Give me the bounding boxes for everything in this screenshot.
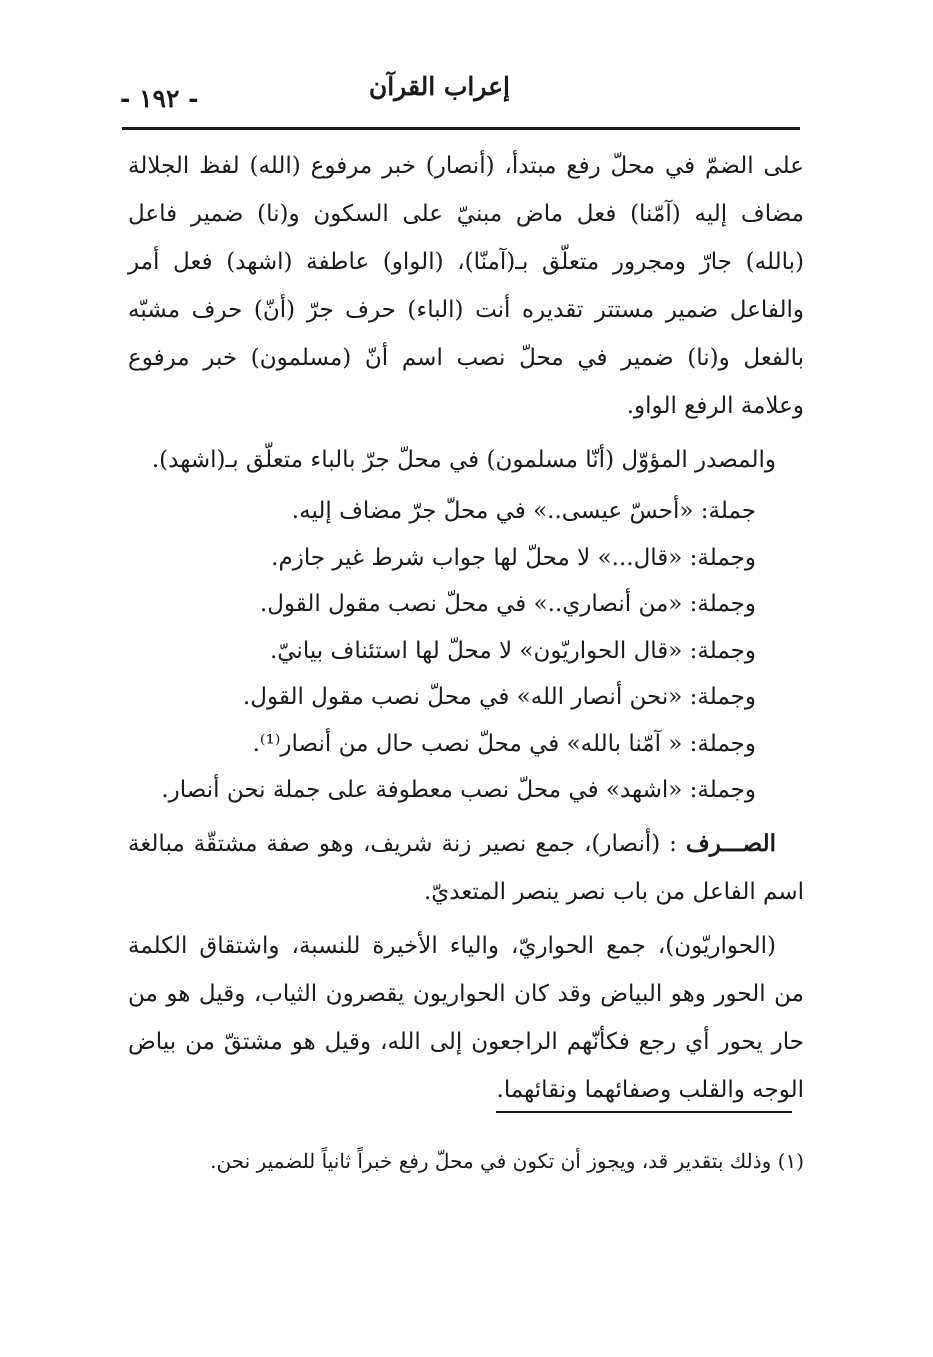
paragraph-sarf (128, 820, 804, 916)
list-item: وجملة: «نحن أنصار الله» في محلّ نصب مقول القول. (242, 684, 756, 710)
page-number: - ١٩٢ - (120, 84, 199, 113)
paragraph-irab: على الضمّ في محلّ رفع مبتدأ، (أنصار) خبر مرفوع (الله) لفظ الجلالة مضاف إليه (آمّنا) فعل ماض مبنيّ على السكون و(نا) ضمير فاعل (بالله) جارّ ومجرور متعلّق بـ(آمنّا)، (الواو) عاطفة (اشهد) فعل أمر والفاعل ضمير مستتر تقديره أنت (الباء) حرف جرّ (أنّ) حرف مشبّه بالفعل و(نا) ضمير في محلّ نصب اسم أنّ (مسلمون) خبر مرفوع وعلامة الرفع الواو. (128, 153, 804, 419)
footnote-divider (496, 1111, 792, 1113)
list-item: وجملة: «قال الحواريّون» لا محلّ لها استئناف بيانيّ. (269, 637, 756, 664)
sarf-label: الصـــرف (685, 829, 777, 857)
list-item: وجملة: «قال...» لا محلّ لها جواب شرط غير جازم. (271, 544, 756, 571)
list-item: وجملة: « آمّنا بالله» في محلّ نصب حال من أنصار⁽¹⁾. (252, 730, 756, 757)
page-title: إعراب القرآن (368, 72, 510, 101)
list-item: جملة: «أحسّ عيسى..» في محلّ جرّ مضاف إليه. (291, 498, 756, 524)
header-divider (122, 127, 800, 130)
sarf-text: : (أنصار)، جمع نصير زنة شريف، وهو صفة مشتقّة مبالغة اسم الفاعل من باب نصر ينصر المتعديّ. (128, 830, 804, 905)
footnote: (١) وذلك بتقدير قد، ويجوز أن تكون في محلّ رفع خبراً ثانياً للضمير نحن. (210, 1149, 804, 1173)
sentence-list (128, 488, 756, 814)
list-item: وجملة: «اشهد» في محلّ نصب معطوفة على جملة نحن أنصار. (161, 777, 756, 803)
main-text (128, 142, 804, 1114)
list-item: وجملة: «من أنصاري..» في محلّ نصب مقول القول. (259, 591, 756, 617)
page-header (120, 70, 800, 120)
paragraph-masdar: والمصدر المؤوّل (أنّا مسلمون) في محلّ جرّ بالباء متعلّق بـ(اشهد). (151, 447, 776, 473)
paragraph-hawariyun: (الحواريّون)، جمع الحواريّ، والياء الأخيرة للنسبة، واشتقاق الكلمة من الحور وهو البياض وقد كان الحواريون يقصرون الثياب، وقيل هو من حار يحور أي رجع فكأنّهم الراجعون إلى الله، وقيل هو مشتقّ من بياض الوجه والقلب وصفائهما ونقائهما. (128, 932, 804, 1103)
